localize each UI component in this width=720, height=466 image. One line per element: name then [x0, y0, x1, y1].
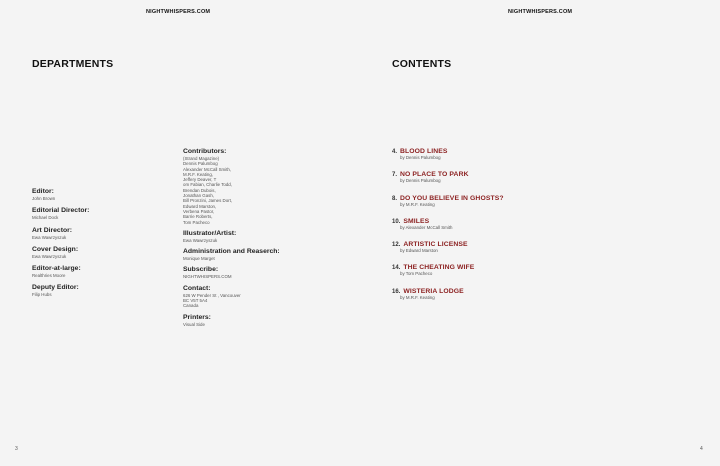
role-value [32, 196, 152, 201]
site-header[interactable]: NIGHTWHISPERS.COM [508, 9, 573, 15]
role-line: om Fabian, Charlie Todd, [183, 182, 232, 188]
departments-heading: DEPARTMENTS [32, 58, 114, 70]
staff-column-2 [183, 148, 333, 332]
role-art-director [32, 227, 152, 240]
toc-page-number: 8. [392, 195, 398, 202]
toc-author: by Dennis Palumbog [400, 155, 441, 160]
role-title: Contributors: [183, 148, 227, 155]
staff-column-1 [32, 188, 152, 304]
toc-title[interactable]: ARTISTIC LICENSE [403, 241, 468, 249]
toc-title[interactable]: BLOOD LINES [400, 148, 448, 155]
role-line: BC V5T 5A4 [183, 298, 208, 304]
toc-item[interactable] [392, 288, 592, 300]
role-title: Cover Design: [32, 245, 79, 253]
role-value [32, 235, 152, 240]
role-line: Brendan Dubois, [183, 187, 216, 193]
contents-heading: CONTENTS [392, 58, 452, 70]
role-line: Jonathan Gash, [183, 193, 215, 199]
role-editorial-director [32, 207, 152, 220]
role-editor-at-large [32, 265, 152, 278]
role-value [32, 254, 152, 259]
role-line: Dennis Palumbog [183, 161, 218, 167]
role-administration [183, 248, 333, 261]
toc-title[interactable]: WISTERIA LODGE [403, 287, 464, 295]
role-line: Filip Hubs [32, 292, 52, 298]
role-printers [183, 314, 333, 327]
role-line: Visual Side [183, 321, 205, 327]
role-line: Ewa Wawrzyszuk [32, 234, 67, 240]
role-value [32, 292, 152, 297]
role-title: Subscribe: [183, 266, 219, 274]
role-line: M.R.F. Keating, [183, 171, 214, 177]
toc-item[interactable] [392, 195, 592, 207]
page-number-left: 3 [15, 446, 18, 452]
toc-item[interactable] [392, 218, 592, 230]
right-page [360, 0, 720, 466]
role-deputy-editor [32, 284, 152, 297]
role-title: Editor-at-large: [32, 265, 81, 273]
site-header[interactable]: NIGHTWHISPERS.COM [146, 9, 211, 15]
role-line: 626 W Pender St , Vancouver [183, 292, 241, 298]
role-title: Illustrator/Artist: [183, 229, 237, 237]
toc-page-number: 4. [392, 149, 398, 155]
role-line: Edward Marston, [183, 203, 217, 209]
role-title: Deputy Editor: [32, 284, 79, 292]
toc-author: by Dennis Palumbog [400, 178, 441, 184]
table-of-contents [392, 148, 592, 311]
role-illustrator [183, 230, 333, 243]
role-value [183, 274, 333, 279]
role-value [183, 322, 333, 327]
role-line: (Strand Magazine) [183, 156, 220, 161]
toc-author: by M.R.F. Keating [400, 201, 435, 207]
subscribe-link[interactable]: NIGHTWHISPERS.COM [183, 274, 232, 280]
role-value [32, 215, 152, 220]
page-number-right: 4 [700, 446, 703, 452]
role-line: Jeffery Deaver, T [183, 177, 217, 183]
toc-author: by Edward Marston [400, 248, 438, 254]
toc-item[interactable] [392, 171, 592, 183]
role-value [183, 293, 333, 309]
toc-author: by Alexander McCall Smith [400, 224, 453, 230]
toc-page-number: 16. [392, 288, 401, 295]
role-line: Monique Marget [183, 256, 215, 262]
toc-title[interactable]: DO YOU BELIEVE IN GHOSTS? [400, 194, 504, 202]
role-contributors [183, 148, 333, 225]
toc-page-number: 12. [392, 242, 401, 249]
role-contact [183, 285, 333, 309]
role-line: Michael Dock [32, 215, 59, 221]
toc-title[interactable]: THE CHEATING WIFE [403, 264, 475, 272]
role-line: Tom Pacheco [183, 219, 210, 225]
role-line: Canada [183, 303, 199, 309]
toc-item[interactable] [392, 264, 592, 276]
toc-item[interactable] [392, 241, 592, 253]
role-title: Editorial Director: [32, 207, 90, 215]
role-line: Barrie Roberts, [183, 214, 213, 220]
role-title: Art Director: [32, 226, 73, 234]
role-subscribe [183, 266, 333, 279]
role-line: Realthries Moore [32, 273, 66, 279]
role-value [183, 156, 333, 225]
role-value [32, 273, 152, 278]
role-cover-design [32, 246, 152, 259]
role-title: Printers: [183, 313, 211, 321]
toc-author: by Tom Pacheco [400, 271, 433, 277]
role-line: Ewa Wawrzyszuk [183, 237, 218, 243]
role-line: Alexander McCall Smith, [183, 166, 232, 172]
toc-page-number: 10. [392, 218, 401, 225]
toc-page-number: 14. [392, 265, 401, 272]
toc-item[interactable] [392, 148, 592, 160]
role-title: Editor: [32, 188, 54, 195]
role-line: Ewa Wawrzyszuk [32, 253, 67, 259]
role-line: John Brown [32, 196, 56, 201]
toc-title[interactable]: NO PLACE TO PARK [400, 171, 469, 179]
role-title: Contact: [183, 284, 211, 292]
toc-page-number: 7. [392, 172, 398, 179]
toc-author: by M.R.F. Keating [400, 294, 435, 300]
toc-title[interactable]: SMILES [403, 217, 430, 225]
role-value [183, 238, 333, 243]
role-editor [32, 188, 152, 201]
role-line: Bill Pronzini, James Dort, [183, 198, 233, 204]
role-title: Administration and Reaserch: [183, 248, 280, 256]
role-value [183, 256, 333, 261]
role-line: Verbena Pastor, [183, 208, 215, 214]
